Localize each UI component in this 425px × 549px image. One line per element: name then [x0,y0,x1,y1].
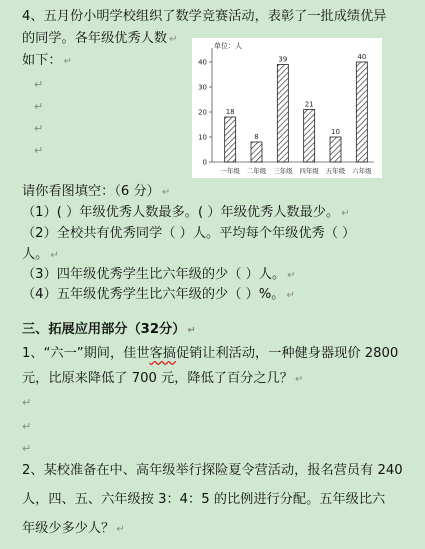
p1-underlined-word: 客搞 [149,346,176,361]
chart-y-tick-label: 10 [198,133,207,142]
chart-bar [277,65,288,163]
p1-part2: 促销让利活动，一种健身器现价 2800 [175,346,399,361]
chart-x-tick-label: 一年级 [220,167,240,175]
chart-x-tick-label: 四年级 [299,167,319,175]
p1-part1: 1、“六一”期间，佳世 [22,346,150,361]
chart-bar [251,142,262,162]
chart-y-tick-label: 0 [202,158,207,167]
q4-line1: 4、五月份小明学校组织了数学竞赛活动，表彰了一批成绩优异 [22,9,387,24]
return-mark: ↵ [287,270,296,281]
return-mark: ↵ [50,250,59,261]
q4-item-3 [22,266,296,285]
chart-x-tick-label: 三年级 [273,167,293,175]
p2-line3-text: 年级少多少人？ [22,521,115,536]
return-mark: ↵ [116,524,125,535]
q4-item-4-text: （4）五年级优秀学生比六年级的少（ ）%。 [22,287,285,302]
q4-line3 [22,52,72,71]
problem1-line2 [22,370,303,389]
chart-bar [330,137,341,162]
q4-item-3-text: （3）四年级优秀学生比六年级的少（ ）人。 [22,267,286,282]
section3-title [22,321,196,340]
problem2-line2: 人，四、五、六年级按 3：4：5 的比例进行分配。五年级比六 [22,492,386,507]
return-mark: ↵ [169,34,178,45]
return-mark: ↵ [34,144,44,157]
p1-line2-text: 元，比原来降低了 700 元，降低了百分之几？ [22,371,293,386]
return-mark: ↵ [22,420,32,433]
section3-title-text: 三、拓展应用部分（32分） [22,322,186,337]
q4-item-4 [22,286,295,305]
return-mark: ↵ [294,374,304,385]
chart-data-label: 39 [278,55,288,64]
chart-data-label: 18 [225,108,235,116]
q4-item-1 [22,204,350,223]
problem2-line1: 2、某校准备在中、高年级举行探险夏令营活动，报名营员有 240 [22,463,403,478]
q4-prompt [22,183,170,202]
bar-chart-svg [192,38,382,178]
chart-bar [225,117,236,162]
chart-x-tick-label: 五年级 [325,167,346,175]
q4-item-2: （2）全校共有优秀同学（ ）人。平均每个年级优秀（ ） [22,226,356,241]
return-mark: ↵ [286,290,295,301]
problem2-line3 [22,520,125,539]
return-mark: ↵ [63,56,72,67]
return-mark: ↵ [187,325,196,336]
return-mark: ↵ [34,78,44,91]
q4-line2-text: 的同学。各年级优秀人数 [22,31,168,46]
q4-item-2-cont-text: 人。 [22,247,49,262]
chart-y-tick-label: 30 [198,83,207,92]
chart-y-tick-label: 20 [198,108,207,117]
return-mark: ↵ [22,396,32,409]
chart-y-tick-label: 40 [198,58,207,67]
return-mark: ↵ [341,208,350,219]
chart-x-tick-label: 六年级 [352,167,372,175]
q4-item-1-text: （1）( ）年级优秀人数最多。( ）年级优秀人数最少。 [22,205,340,220]
chart-bar [356,62,367,162]
problem1-line1 [22,345,398,363]
chart-data-label: 21 [304,100,314,109]
q4-prompt-text: 请你看图填空：（6 分） [22,184,160,199]
chart-x-tick-label: 二年级 [246,167,267,175]
chart-data-label: 8 [254,133,259,141]
chart-bar [304,110,315,163]
return-mark: ↵ [34,122,44,135]
chart-unit-label: 单位：人 [214,42,242,50]
chart-data-label: 40 [357,53,367,61]
return-mark: ↵ [22,442,32,455]
q4-line2 [22,30,177,49]
return-mark: ↵ [161,187,171,198]
grade-bar-chart [192,38,382,178]
chart-data-label: 10 [331,128,340,136]
q4-item-2-cont [22,246,59,265]
q4-line3-text: 如下： [22,53,62,68]
return-mark: ↵ [34,100,44,113]
